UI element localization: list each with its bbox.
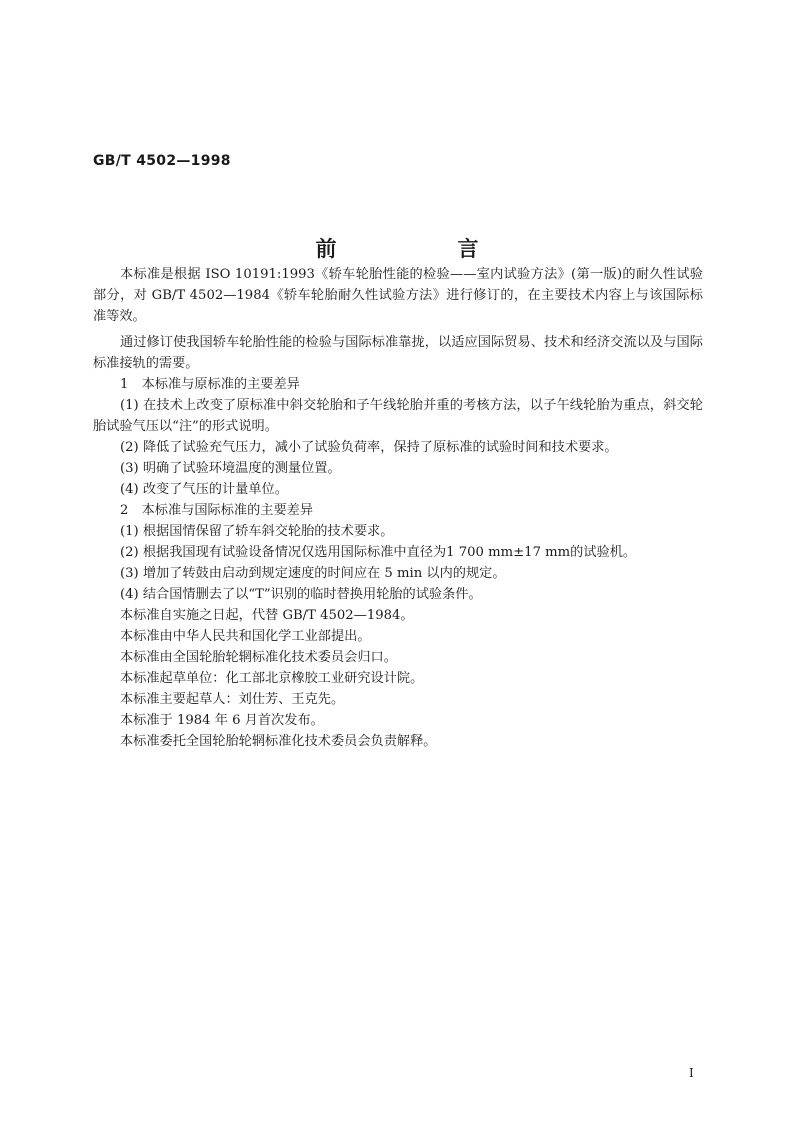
statement-first-issue: 本标准于 1984 年 6 月首次发布。	[120, 713, 324, 728]
list-item: (3) 明确了试验环境温度的测量位置。	[120, 461, 341, 476]
statement-replaces: 本标准自实施之日起，代替 GB/T 4502—1984。	[120, 608, 414, 623]
list-item: (3) 增加了转鼓由启动到规定速度的时间应在 5 min 以内的规定。	[120, 566, 506, 581]
list-item: (2) 降低了试验充气压力，减小了试验负荷率，保持了原标准的试验时间和技术要求。	[120, 440, 618, 455]
statement-drafters: 本标准主要起草人：刘仕芳、王克先。	[120, 692, 345, 707]
section-heading-differences-international: 2 本标准与国际标准的主要差异	[120, 503, 314, 518]
standard-code-header: GB/T 4502—1998	[93, 153, 231, 169]
statement-proposer: 本标准由中华人民共和国化学工业部提出。	[120, 629, 371, 644]
document-body	[93, 264, 703, 752]
list-item: (4) 改变了气压的计量单位。	[120, 482, 288, 497]
section-heading-differences-original: 1 本标准与原标准的主要差异	[120, 377, 300, 392]
page-number: I	[689, 1066, 694, 1080]
statement-responsible-committee: 本标准由全国轮胎轮辋标准化技术委员会归口。	[120, 650, 397, 665]
statement-interpretation: 本标准委托全国轮胎轮辋标准化技术委员会负责解释。	[120, 734, 437, 749]
list-item: (1) 根据国情保留了轿车斜交轮胎的技术要求。	[120, 524, 394, 539]
list-item: (2) 根据我国现有试验设备情况仅选用国际标准中直径为1 700 mm±17 mm的试验机。	[120, 545, 637, 560]
list-item: (4) 结合国情删去了以“T”识别的临时替换用轮胎的试验条件。	[120, 587, 482, 602]
list-item: (1) 在技术上改变了原标准中斜交轮胎和子午线轮胎并重的考核方法，以子午线轮胎为重点，斜交轮胎试验气压以“注”的形式说明。	[93, 398, 703, 434]
page-title: 前 言	[315, 237, 529, 261]
statement-drafting-unit: 本标准起草单位：化工部北京橡胶工业研究设计院。	[120, 671, 424, 686]
paragraph-purpose: 通过修订使我国轿车轮胎性能的检验与国际标准靠拢，以适应国际贸易、技术和经济交流以及与国际标准接轨的需要。	[93, 335, 703, 371]
paragraph-basis: 本标准是根据 ISO 10191:1993《轿车轮胎性能的检验——室内试验方法》(第一版)的耐久性试验部分，对 GB/T 4502—1984《轿车轮胎耐久性试验方法》进行修订的，在主要技术内容上与该国际标准等效。	[93, 267, 703, 324]
